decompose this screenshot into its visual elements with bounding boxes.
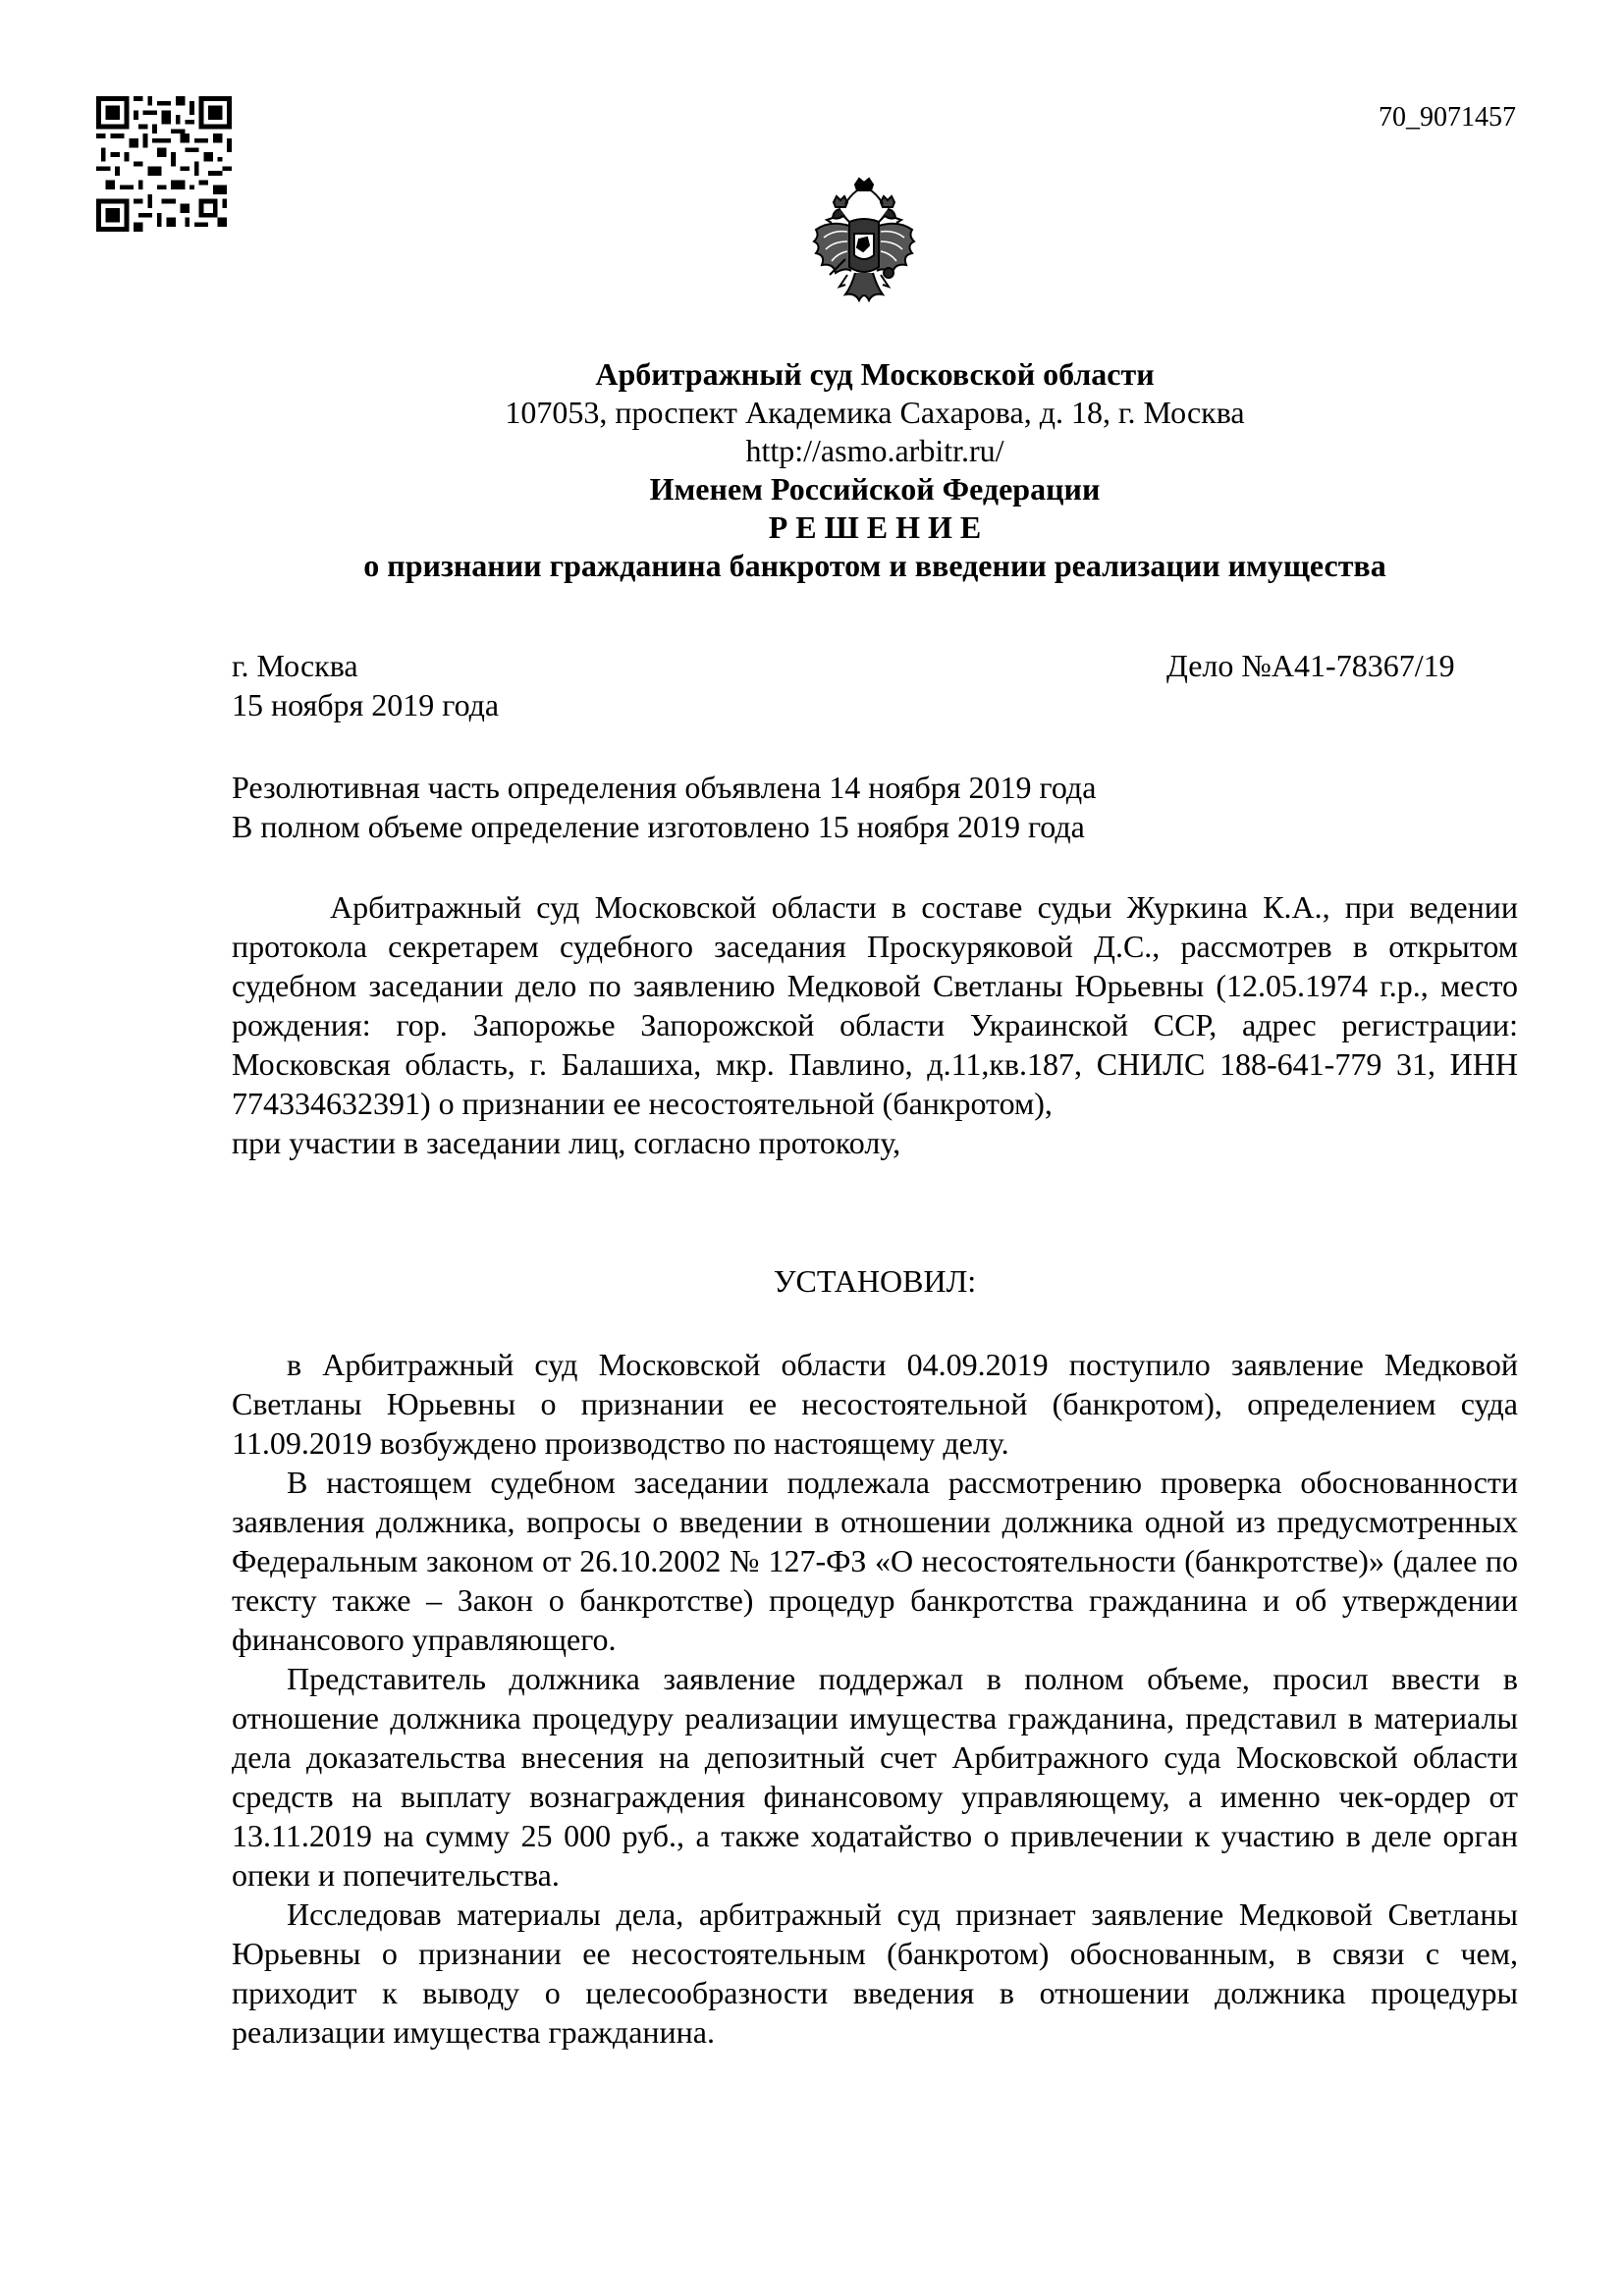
- in-the-name-heading: Именем Российской Федерации: [649, 471, 1101, 507]
- body-paragraph-3: Представитель должника заявление поддержал в полном объеме, просил ввести в отношение должника процедуру реализации имущества гражданина, представил в материалы дела доказательства внесения на депозитный счет Арбитражного суда Московской области средств на выплату вознаграждения финансовому управляющему, а именно чек-ордер от 13.11.2019 на сумму 25 000 руб., а также ходатайство о привлечении к участию в деле орган опеки и попечительства.: [232, 1661, 1518, 1893]
- resolution-announced-line: Резолютивная часть определения объявлена 14 ноября 2019 года: [232, 770, 1097, 805]
- established-heading: УСТАНОВИЛ:: [773, 1263, 977, 1299]
- court-website: http://asmo.arbitr.ru/: [745, 433, 1004, 468]
- document-id: 70_9071457: [1379, 102, 1516, 133]
- decision-subject: о признании гражданина банкротом и введении реализации имущества: [363, 548, 1386, 583]
- city: г. Москва: [232, 648, 358, 683]
- qr-code: [96, 96, 232, 232]
- document-heading: [232, 355, 1518, 585]
- body-paragraph-4: Исследовав материалы дела, арбитражный суд признает заявление Медковой Светланы Юрьевны о признании ее несостоятельным (банкротом) обоснованным, в связи с чем, приходит к выводу о целесообразности введения в отношении должника процедуры реализации имущества гражданина.: [232, 1896, 1518, 2050]
- announcement-block: [232, 768, 1096, 846]
- court-address: 107053, проспект Академика Сахарова, д. 18, г. Москва: [505, 395, 1245, 430]
- case-number: Дело №А41-78367/19: [1166, 648, 1455, 683]
- intro-block: [232, 887, 1518, 1162]
- decision-date: 15 ноября 2019 года: [232, 687, 500, 722]
- place-date-block: [232, 646, 499, 724]
- body-paragraph-1: в Арбитражный суд Московской области 04.09.2019 поступило заявление Медковой Светланы Юрьевны о признании ее несостоятельной (банкротом), определением суда 11.09.2019 возбуждено производство по настоящему делу.: [232, 1347, 1518, 1461]
- intro-paragraph: Арбитражный суд Московской области в составе судьи Журкина К.А., при ведении протокола секретарем судебного заседания Проскуряковой Д.С., рассмотрев в открытом судебном заседании дело по заявлению Медковой Светланы Юрьевны (12.05.1974 г.р., место рождения: гор. Запорожье Запорожской области Украинской ССР, адрес регистрации: Московская область, г. Балашиха, мкр. Павлино, д.11,кв.187, СНИЛС 188-641-779 31, ИНН 774334632391) о признании ее несостоятельной (банкротом),: [232, 889, 1518, 1121]
- coat-of-arms-emblem: [800, 177, 928, 319]
- full-text-prepared-line: В полном объеме определение изготовлено 15 ноября 2019 года: [232, 809, 1085, 844]
- body-paragraph-2: В настоящем судебном заседании подлежала рассмотрению проверка обоснованности заявления должника, вопросы о введении в отношении должника одной из предусмотренных Федеральным законом от 26.10.2002 № 127-ФЗ «О несостоятельности (банкротстве)» (далее по тексту также – Закон о банкротстве) процедур банкротства гражданина и об утверждении финансового управляющего.: [232, 1465, 1518, 1657]
- decision-body: [232, 1345, 1518, 2052]
- participation-line: при участии в заседании лиц, согласно протоколу,: [232, 1125, 901, 1160]
- court-name: Арбитражный суд Московской области: [595, 356, 1155, 392]
- decision-title: Р Е Ш Е Н И Е: [768, 509, 982, 545]
